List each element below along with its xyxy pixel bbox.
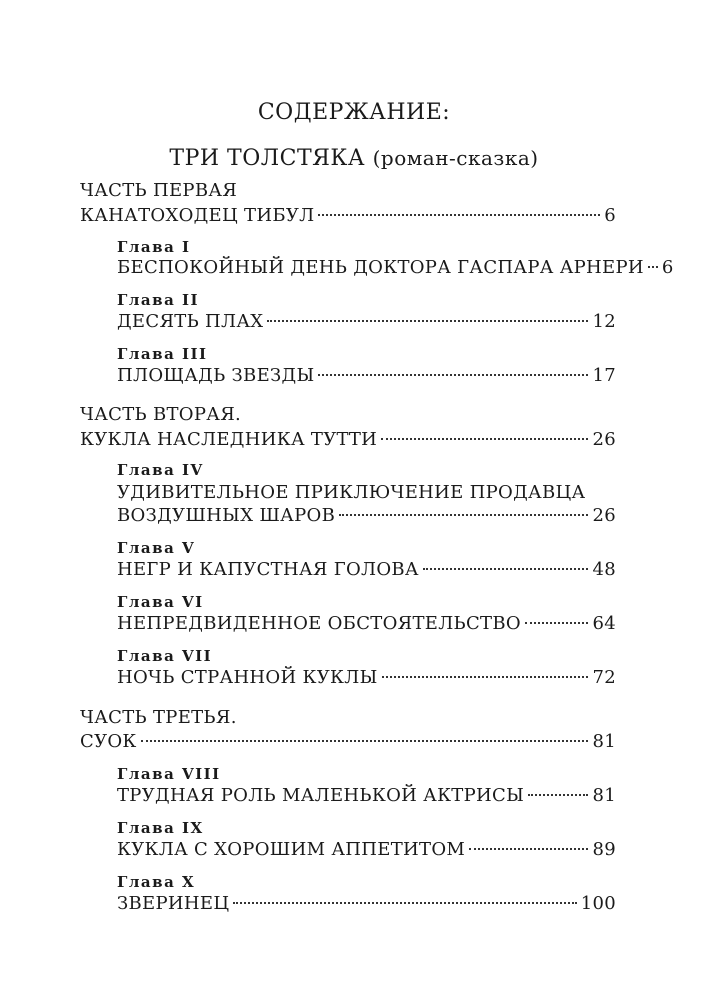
chapter-label: Глава I <box>117 238 191 256</box>
chapter-label: Глава V <box>117 539 196 557</box>
page-number: 6 <box>661 257 674 278</box>
dot-leader <box>233 902 576 904</box>
entry-title: КУКЛА НАСЛЕДНИКА ТУТТИ <box>80 429 378 450</box>
book-genre: (роман-сказка) <box>372 146 539 170</box>
dot-leader <box>381 438 588 440</box>
chapter-label: Глава VIII <box>117 765 221 783</box>
dot-leader <box>318 214 600 216</box>
page-number: 48 <box>592 559 616 580</box>
chapter-label: Глава VI <box>117 593 204 611</box>
dot-leader <box>339 514 588 516</box>
toc-entry-chapter-4[interactable] <box>117 505 616 531</box>
dot-leader <box>469 848 588 850</box>
page-number: 26 <box>592 505 616 526</box>
chapter-label: Глава IV <box>117 461 204 479</box>
part-3-label: ЧАСТЬ ТРЕТЬЯ. <box>80 707 237 728</box>
chapter-label: Глава X <box>117 873 196 891</box>
toc-entry-chapter-1[interactable] <box>117 257 674 283</box>
entry-title: НОЧЬ СТРАННОЙ КУКЛЫ <box>117 667 378 688</box>
part-2-label: ЧАСТЬ ВТОРАЯ. <box>80 404 242 425</box>
toc-entry-chapter-7[interactable] <box>117 667 616 693</box>
dot-leader <box>382 676 589 678</box>
chapter-label: Глава VII <box>117 647 213 665</box>
toc-entry-chapter-10[interactable] <box>117 893 616 919</box>
page-number: 12 <box>592 311 616 332</box>
toc-entry-part-1[interactable] <box>80 205 616 231</box>
book-title <box>0 146 708 171</box>
page-number: 17 <box>592 365 616 386</box>
chapter-label: Глава III <box>117 345 208 363</box>
chapter-label: Глава II <box>117 291 200 309</box>
page-number: 6 <box>604 205 616 226</box>
entry-title: КУКЛА С ХОРОШИМ АППЕТИТОМ <box>117 839 466 860</box>
entry-title: ТРУДНАЯ РОЛЬ МАЛЕНЬКОЙ АКТРИСЫ <box>117 785 525 806</box>
entry-title: ПЛОЩАДЬ ЗВЕЗДЫ <box>117 365 315 386</box>
page-number: 26 <box>592 429 616 450</box>
entry-title: НЕПРЕДВИДЕННОЕ ОБСТОЯТЕЛЬСТВО <box>117 613 521 634</box>
entry-title: ВОЗДУШНЫХ ШАРОВ <box>117 505 336 526</box>
entry-title: БЕСПОКОЙНЫЙ ДЕНЬ ДОКТОРА ГАСПАРА АРНЕРИ <box>117 257 644 278</box>
dot-leader <box>318 374 588 376</box>
dot-leader <box>267 320 588 322</box>
toc-entry-part-3[interactable] <box>80 731 616 757</box>
chapter-label: Глава IX <box>117 819 204 837</box>
toc-entry-chapter-2[interactable] <box>117 311 616 337</box>
toc-entry-part-2[interactable] <box>80 429 616 455</box>
entry-title: УДИВИТЕЛЬНОЕ ПРИКЛЮЧЕНИЕ ПРОДАВЦА <box>117 482 586 503</box>
book-name: ТРИ ТОЛСТЯКА <box>169 146 366 171</box>
toc-entry-chapter-5[interactable] <box>117 559 616 585</box>
page-number: 89 <box>592 839 616 860</box>
dot-leader <box>423 568 589 570</box>
entry-title: ДЕСЯТЬ ПЛАХ <box>117 311 264 332</box>
page-number: 81 <box>592 731 616 752</box>
toc-entry-chapter-9[interactable] <box>117 839 616 865</box>
dot-leader <box>528 794 588 796</box>
dot-leader <box>141 740 589 742</box>
entry-title: СУОК <box>80 731 137 752</box>
page-number: 64 <box>592 613 616 634</box>
page-number: 81 <box>592 785 616 806</box>
toc-entry-chapter-3[interactable] <box>117 365 616 391</box>
dot-leader <box>648 266 658 268</box>
entry-title: ЗВЕРИНЕЦ <box>117 893 230 914</box>
dot-leader <box>525 622 589 624</box>
entry-title: НЕГР И КАПУСТНАЯ ГОЛОВА <box>117 559 419 580</box>
toc-entry-chapter-8[interactable] <box>117 785 616 811</box>
page-number: 72 <box>592 667 616 688</box>
page-title: СОДЕРЖАНИЕ: <box>257 100 451 125</box>
entry-title: КАНАТОХОДЕЦ ТИБУЛ <box>80 205 315 226</box>
part-1-label: ЧАСТЬ ПЕРВАЯ <box>80 180 238 201</box>
page-number: 100 <box>580 893 616 914</box>
toc-entry-chapter-6[interactable] <box>117 613 616 639</box>
